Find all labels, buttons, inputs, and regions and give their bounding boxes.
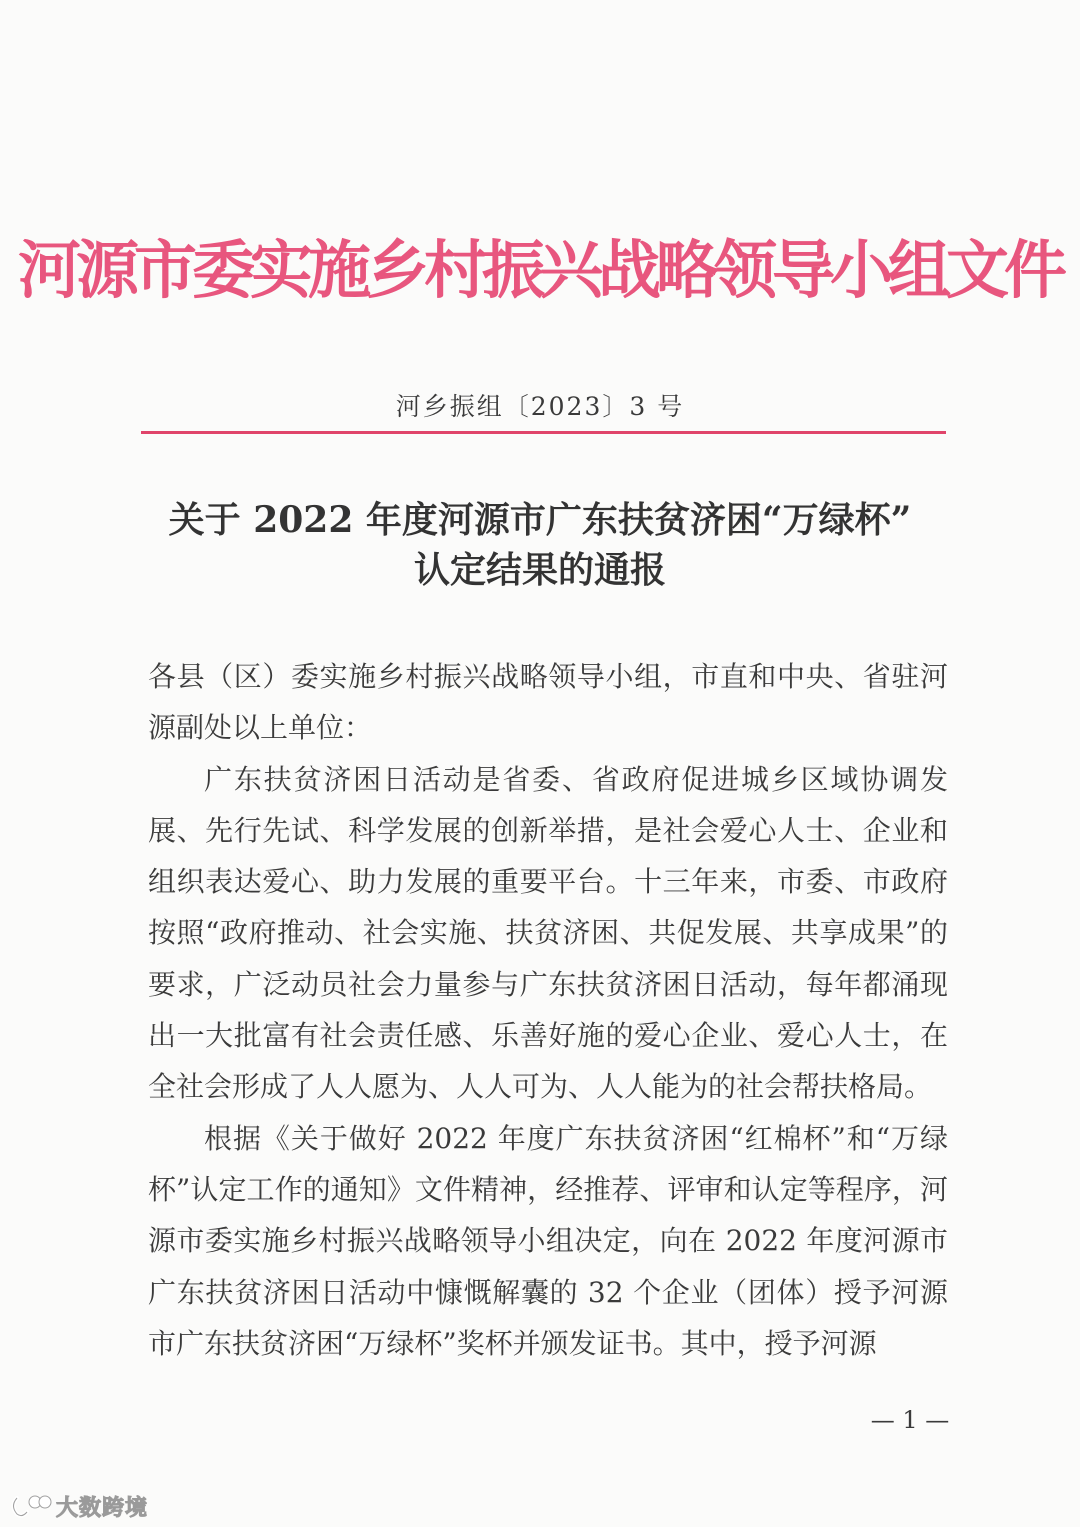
- watermark: [8, 1490, 148, 1522]
- brand-logo-icon: [8, 1492, 52, 1520]
- body-paragraph-1: 广东扶贫济困日活动是省委、省政府促进城乡区域协调发展、先行先试、科学发展的创新举措，是社会爱心人士、企业和组织表达爱心、助力发展的重要平台。十三年来，市委、市政府按照“政府推动、社会实施、扶贫济困、共促发展、共享成果”的要求，广泛动员社会力量参与广东扶贫济困日活动，每年都涌现出一大批富有社会责任感、乐善好施的爱心企业、爱心人士，在全社会形成了人人愿为、人人可为、人人能为的社会帮扶格局。: [148, 762, 948, 1104]
- notice-title-line-2: 认定结果的通报: [413, 549, 666, 591]
- red-divider-line: [141, 431, 946, 434]
- issuer-header-title: 河源市委实施乡村振兴战略领导小组文件: [18, 234, 1062, 307]
- body-paragraph-2: 根据《关于做好 2022 年度广东扶贫济困“红棉杯”和“万绿杯”认定工作的通知》文件精神，经推荐、评审和认定等程序，河源市委实施乡村振兴战略领导小组决定，向在 2022 年度河源市广东扶贫济困日活动中慷慨解囊的 32 个企业（团体）授予河源市广东扶贫济困“万绿杯”奖杯并颁发证书。其中，授予河源: [148, 1121, 948, 1360]
- watermark-text: 大数跨境: [56, 1495, 149, 1521]
- document-number: 河乡振组〔2023〕3 号: [395, 392, 685, 421]
- page-number: — 1 —: [870, 1406, 950, 1434]
- addressee-paragraph: 各县（区）委实施乡村振兴战略领导小组，市直和中央、省驻河源副处以上单位：: [148, 660, 948, 745]
- document-body: [148, 651, 948, 1369]
- notice-title-line-1: 关于 2022 年度河源市广东扶贫济困“万绿杯”: [168, 499, 912, 541]
